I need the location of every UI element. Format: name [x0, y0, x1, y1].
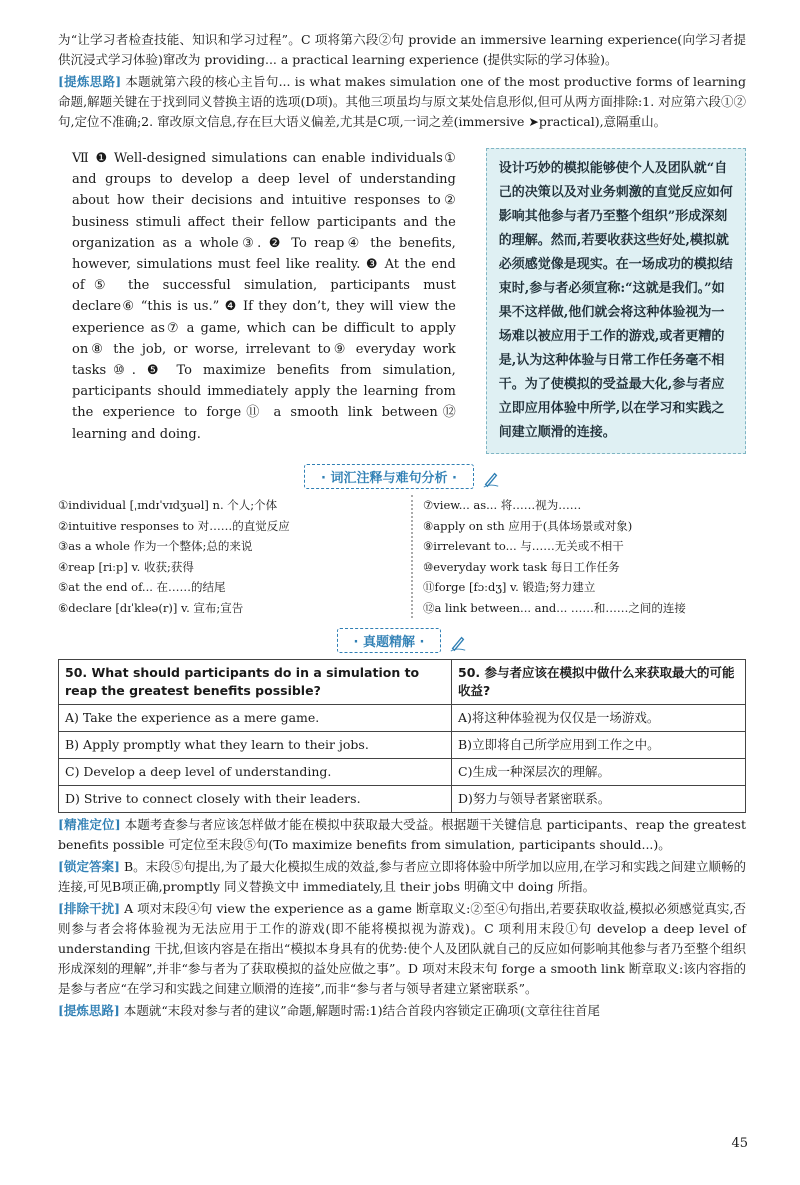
vocab-item: ⑦view... as... 将……视为…… [423, 498, 582, 512]
option-english: C) Develop a deep level of understanding. [59, 759, 452, 786]
option-english: B) Apply promptly what they learn to their jobs. [59, 732, 452, 759]
vocab-column-right [411, 495, 746, 618]
vocab-item: ③as a whole 作为一个整体;总的来说 [58, 539, 253, 553]
table-row [59, 786, 746, 813]
table-row [59, 705, 746, 732]
passage-english: Ⅶ ❶ Well-designed simulations can enable individuals① and groups to develop a deep level of understanding about how their decisions and intuitive responses to② business stimuli affect their fellow participants and the organization as a whole③. ❷ To reap④ the benefits, however, simulations must feel like reality. ❸ At the end of⑤ the successful simulation, participants must declare⑥ “this is us.” ❹ If they don’t, they will view the experience as⑦ a game, which can be difficult to apply on⑧ the job, or worse, irrelevant to⑨ everyday work tasks⑩. ❺ To maximize benefits from simulation, participants should immediately apply the learning from the experience to forge⑪ a smooth link between⑫ learning and doing. [72, 151, 456, 442]
pen-icon [482, 470, 500, 488]
analysis-paragraph [58, 857, 746, 897]
vocab-item: ⑤at the end of... 在……的结尾 [58, 580, 226, 594]
think-text: 本题就第六段的核心主旨句... is what makes simulation one of the most productive forms of learning 命题,解题关键在于找到同义替换主语的选项(D项)。其他三项虽均与原文某处信息形似,但可从两方面排除:1. 对应第六段①②句,定位不准确;2. 窜改原文信息,存在巨大语义偏差,尤其是C项,一词之差(immersive ➤practical),意隔重山。 [58, 74, 746, 129]
analysis-tag: [锁定答案] [58, 859, 120, 874]
analysis-text: 本题就“末段对参与者的建议”命题,解题时需:1)结合首段内容锁定正确项(文章往往首尾 [123, 1003, 601, 1018]
vocab-item: ⑧apply on sth 应用于(具体场景或对象) [423, 518, 633, 533]
vocab-item: ⑫a link between... and... ……和……之间的连接 [423, 600, 686, 615]
option-chinese: B)立即将自己所学应用到工作之中。 [452, 732, 746, 759]
pen-icon [449, 634, 467, 652]
analysis-section [58, 815, 746, 1021]
analysis-text: 本题考查参与者应该怎样做才能在模拟中获取最大受益。根据题干关键信息 participants、reap the greatest benefits possible 可定位至末段⑤句(To maximize benefits from simulation, participants should...)。 [58, 817, 746, 852]
question-english: 50. What should participants do in a simulation to reap the greatest benefits possible? [59, 660, 452, 705]
option-english: D) Strive to connect closely with their leaders. [59, 786, 452, 813]
analysis-paragraph [58, 815, 746, 855]
vocab-item: ⑩everyday work task 每日工作任务 [423, 559, 620, 574]
analysis-text: A 项对末段④句 view the experience as a game 断章取义:②至④句指出,若要获取收益,模拟必须感觉真实,否则参与者会将体验视为无法应用于工作的游戏(即不能将模拟视为游戏)。C 项利用末段①句 develop a deep level of understanding 干扰,但该内容是在指出“模拟本身具有的优势:使个人及团队就自己的反应如何影响其他参与者乃至整个组织形成深刻的理解”,并非“参与者为了获取模拟的益处应做之事”。D 项对末段末句 forge a smooth link 断章取义:该内容指的是参与者应“在学习和实践之间建立顺滑的连接”,而非“参与者与领导者建立紧密联系”。 [58, 901, 746, 996]
analysis-tag: [精准定位] [58, 817, 121, 832]
table-row [59, 660, 746, 705]
page-number: 45 [731, 1136, 748, 1151]
analysis-paragraph [58, 899, 746, 999]
vocab-column-left [58, 495, 381, 618]
vocab-list [58, 495, 746, 618]
option-chinese: A)将这种体验视为仅仅是一场游戏。 [452, 705, 746, 732]
vocab-item: ⑨irrelevant to... 与……无关或不相干 [423, 539, 624, 553]
vocab-item: ⑪forge [fɔːdʒ] v. 锻造;努力建立 [423, 580, 596, 594]
analysis-paragraph [58, 1001, 746, 1021]
vocab-heading [58, 464, 746, 489]
analysis-tag: [排除干扰] [58, 901, 121, 916]
passage-section [58, 148, 746, 454]
vocab-item: ①individual [ˌɪndɪˈvɪdʒuəl] n. 个人;个体 [58, 498, 278, 512]
exam-heading-label: · 真题精解 · [337, 628, 442, 653]
option-chinese: D)努力与领导者紧密联系。 [452, 786, 746, 813]
analysis-text: B。末段⑤句提出,为了最大化模拟生成的效益,参与者应立即将体验中所学加以应用,在学习和实践之间建立顺畅的连接,可见B项正确,promptly 同义替换文中 immediately,且 their jobs 明确文中 doing 所指。 [58, 859, 746, 894]
top-paragraph: 为“让学习者检查技能、知识和学习过程”。C 项将第六段②句 provide an immersive learning experience(向学习者提供沉浸式学习体验)窜改为 providing... a practical learning experience (提供实际的学习体验)。 [58, 32, 746, 67]
page-content [58, 30, 746, 1021]
question-table [58, 659, 746, 813]
vocab-heading-label: · 词汇注释与难句分析 · [304, 464, 474, 489]
think-paragraph-1 [58, 72, 746, 132]
passage-chinese: 设计巧妙的模拟能够使个人及团队就“自己的决策以及对业务刺激的直觉反应如何影响其他参与者乃至整个组织”形成深刻的理解。然而,若要收获这些好处,模拟就必须感觉像是现实。在一场成功的模拟结束时,参与者必须宣称:“这就是我们。”如果不这样做,他们就会将这种体验视为一场难以被应用于工作的游戏,或者更糟的是,认为这种体验与日常工作任务毫不相干。为了使模拟的受益最大化,参与者应立即应用体验中所学,以在学习和实践之间建立顺滑的连接。 [486, 148, 746, 454]
exam-heading [58, 628, 746, 653]
vocab-item: ②intuitive responses to 对……的直觉反应 [58, 518, 290, 533]
table-row [59, 759, 746, 786]
option-chinese: C)生成一种深层次的理解。 [452, 759, 746, 786]
option-english: A) Take the experience as a mere game. [59, 705, 452, 732]
analysis-tag: [提炼思路] [58, 1003, 120, 1018]
table-row [59, 732, 746, 759]
question-chinese: 50. 参与者应该在模拟中做什么来获取最大的可能收益? [452, 660, 746, 705]
think-tag: [提炼思路] [58, 74, 122, 89]
vocab-item: ④reap [riːp] v. 收获;获得 [58, 559, 194, 574]
vocab-item: ⑥declare [dɪˈkleə(r)] v. 宣布;宣告 [58, 600, 244, 615]
